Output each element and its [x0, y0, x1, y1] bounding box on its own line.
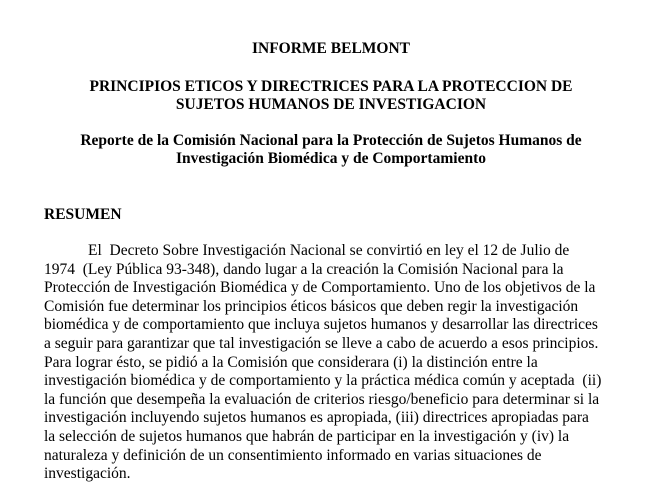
- paragraph-line: 1974 (Ley Pública 93-348), dando lugar a la creación la Comisión Nacional para la: [44, 260, 564, 278]
- subtitle-line: SUJETOS HUMANOS DE INVESTIGACION: [175, 96, 487, 113]
- paragraph-line: Comisión fue determinar los principios éticos básicos que deben regir la investigación: [44, 297, 579, 315]
- paragraph-line: investigación.: [44, 465, 131, 483]
- section-heading: RESUMEN: [44, 206, 122, 223]
- paragraph-line: naturaleza y definición de un consentimiento informado en varias situaciones de: [44, 446, 542, 464]
- report-heading: [0, 132, 662, 168]
- report-line: Reporte de la Comisión Nacional para la Protección de Sujetos Humanos de: [80, 132, 582, 149]
- document-subtitle: [0, 78, 662, 114]
- paragraph-line: a seguir para garantizar que tal investigación se lleve a cabo de acuerdo a esos principios.: [44, 334, 599, 352]
- paragraph-line: la función que desempeña la evaluación de criterios riesgo/beneficio para determinar si la: [44, 390, 600, 408]
- subtitle-line: PRINCIPIOS ETICOS Y DIRECTRICES PARA LA PROTECCION DE: [89, 78, 573, 95]
- paragraph-line: El Decreto Sobre Investigación Nacional se convirtió en ley el 12 de Julio de: [88, 242, 570, 259]
- summary-paragraph: [44, 242, 644, 484]
- document-title: INFORME BELMONT: [251, 40, 411, 57]
- paragraph-line: biomédica y de comportamiento que incluya sujetos humanos y desarrollar las directrices: [44, 316, 598, 334]
- paragraph-line: Para lograr ésto, se pidió a la Comisión que considerara (i) la distinción entre la: [44, 353, 538, 371]
- paragraph-line: Protección de Investigación Biomédica y de Comportamiento. Uno de los objetivos de la: [44, 279, 596, 297]
- paragraph-line: investigación incluyendo sujetos humanos es apropiada, (iii) directrices apropiadas para: [44, 409, 589, 427]
- paragraph-line: investigación biomédica y de comportamiento y la práctica médica común y aceptada (ii): [44, 372, 602, 390]
- report-line: Investigación Biomédica y de Comportamiento: [176, 150, 486, 167]
- paragraph-line: la selección de sujetos humanos que habrán de participar en la investigación y (iv) la: [44, 427, 570, 445]
